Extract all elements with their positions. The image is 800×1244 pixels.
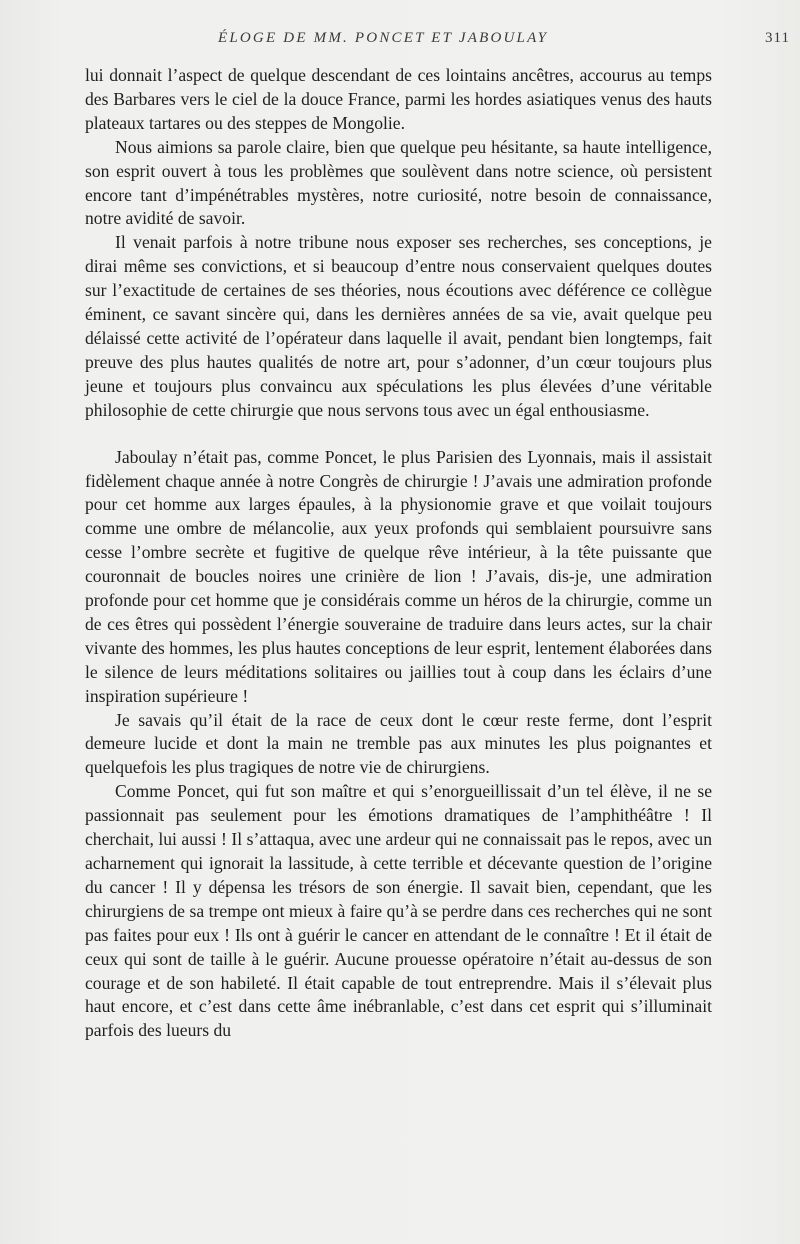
- paragraph: Il venait parfois à notre tribune nous exposer ses recherches, ses conceptions, je dirai même ses convictions, et si beaucoup d’entre nous conservaient quelques doutes sur l’exactitude de certaines de ses théories, nous écoutions avec déférence ce collègue éminent, ce savant sincère qui, dans les dernières années de sa vie, avait quelque peu délaissé cette activité de l’opérateur dans laquelle il avait, pendant bien longtemps, fait preuve des plus hautes qualités de notre art, pour s’adonner, d’un cœur toujours plus jeune et toujours plus convaincu aux spéculations les plus élevées d’une véritable philosophie de cette chirurgie que nous servons tous avec un égal enthousiasme.: [85, 232, 712, 420]
- running-title: ÉLOGE DE MM. PONCET ET JABOULAY: [218, 30, 549, 46]
- body-text: [85, 64, 712, 1043]
- paragraph: Jaboulay n’était pas, comme Poncet, le plus Parisien des Lyonnais, mais il assistait fidèlement chaque année à notre Congrès de chirurgie ! J’avais une admiration profonde pour cet homme aux larges épaules, à la physionomie grave et que voilait toujours comme une ombre de mélancolie, aux yeux profonds qui semblaient poursuivre sans cesse l’ombre secrète et fugitive de quelque rêve intérieur, à la tête puissante que couronnait de boucles noires une crinière de lion ! J’avais, dis-je, une admiration profonde pour cet homme que je considérais comme un héros de la chirurgie, comme un de ces êtres qui possèdent l’énergie souveraine de traduire dans leurs actes, sur la chair vivante des hommes, les plus hautes conceptions de leur esprit, lentement élaborées dans le silence de leurs méditations solitaires ou jaillies tout à coup dans les éclairs d’une inspiration supérieure !: [85, 446, 712, 706]
- running-header: [0, 30, 800, 52]
- page-number: 311: [765, 30, 790, 46]
- paragraph: Nous aimions sa parole claire, bien que quelque peu hésitante, sa haute intelligence, son esprit ouvert à tous les problèmes que soulèvent dans notre science, où persistent encore tant d’impénétrables mystères, notre curiosité, notre besoin de connaissance, notre avidité de savoir.: [85, 136, 712, 229]
- paragraph-continuation: lui donnait l’aspect de quelque descendant de ces lointains ancêtres, accourus au temps des Barbares vers le ciel de la douce France, parmi les hordes asiatiques venus des hauts plateaux tartares ou des steppes de Mongolie.: [85, 65, 712, 133]
- paragraph: Comme Poncet, qui fut son maître et qui s’enorgueillissait d’un tel élève, il ne se passionnait pas seulement pour les émotions dramatiques de l’amphithéâtre ! Il cherchait, lui aussi ! Il s’attaqua, avec une ardeur qui ne connaissait pas le repos, avec un acharnement qui ignorait la lassitude, à cette terrible et décevante question de l’origine du cancer ! Il y dépensa les trésors de son énergie. Il savait bien, cependant, que les chirurgiens de sa trempe ont mieux à faire qu’à se perdre dans ces recherches qui ne sont pas faites pour eux ! Ils ont à guérir le cancer en attendant de le connaître ! Et il était de ceux qui sont de taille à le guérir. Aucune prouesse opératoire n’était au-dessus de son courage et de son habileté. Il était capable de tout entreprendre. Mais il s’élevait plus haut encore, et c’est dans cette âme inébranlable, c’est dans cet esprit qui s’illuminait parfois des lueurs du: [85, 781, 712, 1041]
- paragraph: Je savais qu’il était de la race de ceux dont le cœur reste ferme, dont l’esprit demeure lucide et dont la main ne tremble pas aux minutes les plus poignantes et quelquefois les plus tragiques de notre vie de chirurgiens.: [85, 709, 712, 778]
